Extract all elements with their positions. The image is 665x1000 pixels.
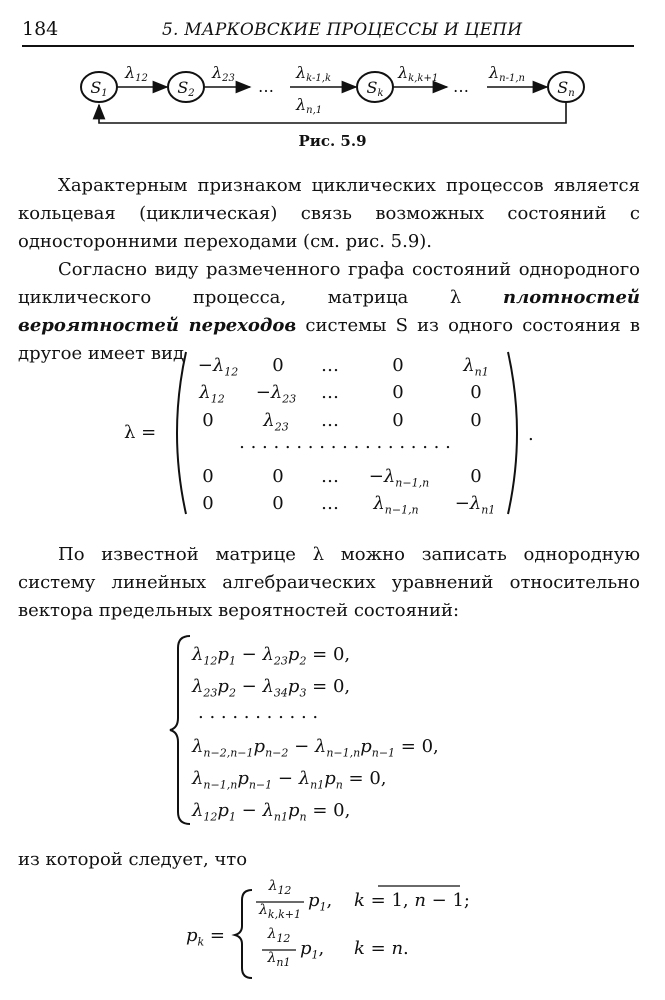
svg-text:…: …: [258, 77, 274, 96]
paragraph-2-emphasis: плотностей вероятностей переходов: [18, 287, 640, 336]
paragraph-4: из которой следует, что: [18, 849, 248, 870]
page-number: 184: [22, 18, 59, 40]
pk-lhs: $p_k$ =: [186, 925, 226, 949]
matrix-lhs: λ =: [124, 422, 157, 443]
edge-label-ln-1n: λn-1,n: [489, 63, 525, 84]
svg-text:Sn: Sn: [557, 78, 575, 99]
svg-text:S2: S2: [177, 78, 195, 99]
svg-text:S1: S1: [90, 78, 108, 99]
matrix-dots-row: . . . . . . . . . . . . . . . . . . .: [239, 432, 451, 453]
paragraph-1-text: Характерным признаком циклических процессов является кольцевая (циклическая) связь возможных состояний с односторонними переходами (см. рис. 5.9).: [18, 175, 640, 252]
edge-label-l23: λ23: [212, 63, 235, 84]
paragraph-2-text-c: системы S из одного состояния в другое имеет вид: [18, 315, 640, 364]
system-dots: . . . . . . . . . . .: [198, 702, 319, 723]
figure-caption: Рис. 5.9: [298, 132, 367, 150]
paragraph-2-text-a: Согласно виду размеченного графа состояний однородного циклического процесса, матрица λ: [18, 259, 640, 308]
svg-text:…: …: [453, 77, 469, 96]
matrix-period: .: [528, 424, 534, 445]
running-title: 5. МАРКОВСКИЕ ПРОЦЕССЫ И ЦЕПИ: [162, 20, 523, 40]
edge-label-l12: λ12: [125, 63, 148, 84]
svg-text:Sk: Sk: [366, 78, 384, 99]
edge-label-lk-1k: λk-1,k: [296, 63, 332, 84]
edge-label-ln1: λn,1: [296, 95, 323, 116]
edge-label-lkk+1: λk,k+1: [398, 63, 439, 84]
paragraph-3-text: По известной матрице λ можно записать однородную систему линейных алгебраических уравнений относительно вектора предельных вероятностей состояний:: [18, 544, 640, 621]
